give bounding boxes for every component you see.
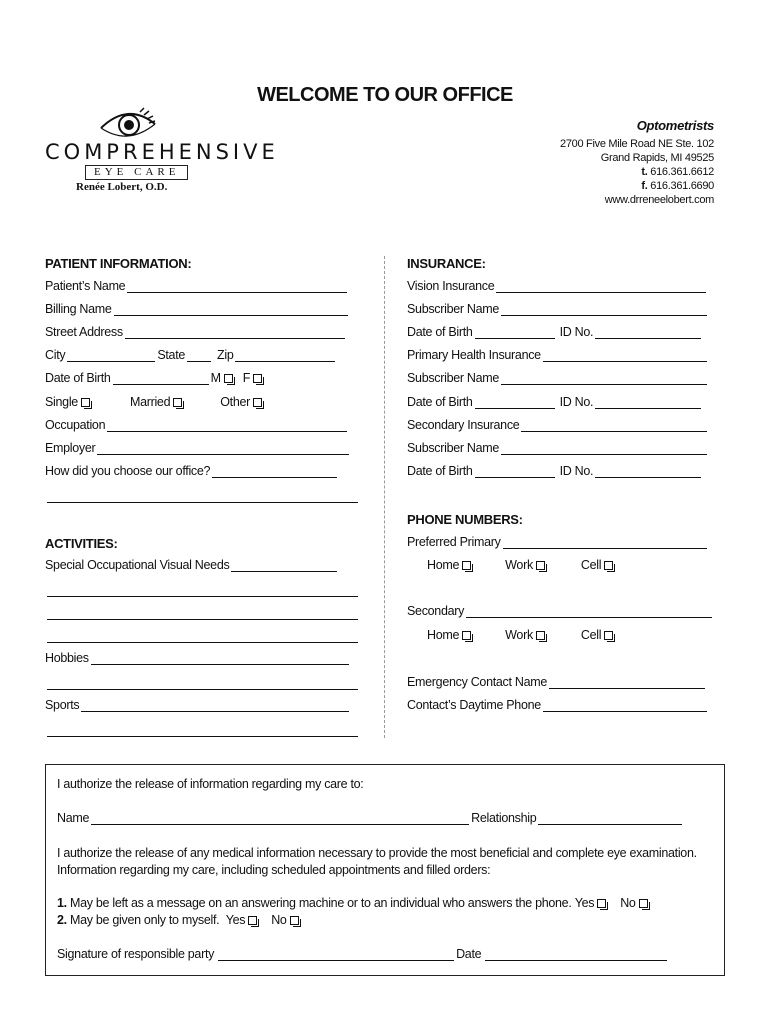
- special-needs-line-2[interactable]: [47, 584, 358, 597]
- patient-name-field[interactable]: [127, 280, 347, 293]
- special-needs-line-3[interactable]: [47, 607, 358, 620]
- option-1-row: 1. May be left as a message on an answering machine or to an individual who answers the phone. Yes No: [57, 896, 648, 910]
- emergency-row: Emergency Contact Name: [407, 675, 707, 689]
- page-title: WELCOME TO OUR OFFICE: [257, 84, 513, 106]
- dob-field[interactable]: [113, 372, 209, 385]
- married-checkbox[interactable]: [173, 398, 182, 407]
- contact-address-line1: 2700 Five Mile Road NE Ste. 102: [560, 138, 714, 150]
- vision-insurance-field[interactable]: [496, 280, 706, 293]
- contact-fax: f. 616.361.6690: [641, 180, 714, 192]
- ins-dob-row-1: Date of Birth ID No.: [407, 325, 703, 339]
- subscriber-row-3: Subscriber Name: [407, 441, 709, 455]
- preferred-primary-field[interactable]: [503, 536, 707, 549]
- insurance-heading: INSURANCE:: [407, 256, 486, 271]
- street-row: Street Address: [45, 325, 347, 339]
- release-paragraph: I authorize the release of any medical information necessary to provide the most beneficial and complete eye examination. Information regarding my care, including scheduled appointments and filled orders:: [57, 846, 697, 877]
- release-box: [45, 764, 725, 976]
- option-1-yes-checkbox[interactable]: [597, 899, 606, 908]
- dob-row: Date of Birth M F: [45, 371, 262, 385]
- marital-row: Single Married Other: [45, 395, 262, 409]
- option-2-yes-checkbox[interactable]: [248, 916, 257, 925]
- female-checkbox[interactable]: [253, 374, 262, 383]
- secondary-phone-field[interactable]: [466, 605, 712, 618]
- male-checkbox[interactable]: [224, 374, 233, 383]
- referral-field-continued[interactable]: [47, 490, 358, 503]
- contact-block: [560, 119, 714, 207]
- option-2-no-checkbox[interactable]: [290, 916, 299, 925]
- subscriber-row-1: Subscriber Name: [407, 302, 709, 316]
- secondary-work-checkbox[interactable]: [536, 631, 545, 640]
- contact-web: www.drreneelobert.com: [604, 194, 714, 206]
- sports-line-2[interactable]: [47, 724, 358, 737]
- date-field[interactable]: [485, 948, 667, 961]
- occupation-row: Occupation: [45, 418, 349, 432]
- release-intro: I authorize the release of information regarding my care to:: [57, 777, 364, 791]
- zip-field[interactable]: [235, 349, 335, 362]
- secondary-phone-row: Secondary: [407, 604, 714, 618]
- vision-insurance-row: Vision Insurance: [407, 279, 708, 293]
- signature-row: Signature of responsible party Date: [57, 947, 669, 961]
- logo-wordmark: COMPREHENSIVE: [45, 140, 279, 164]
- city-row: City State Zip: [45, 348, 337, 362]
- option-1-no-checkbox[interactable]: [639, 899, 648, 908]
- signature-field[interactable]: [218, 948, 454, 961]
- employer-field[interactable]: [97, 442, 349, 455]
- billing-name-field[interactable]: [114, 303, 348, 316]
- emergency-field[interactable]: [549, 676, 705, 689]
- ins-dob-field-2[interactable]: [475, 396, 555, 409]
- secondary-type-row: Home Work Cell: [427, 628, 613, 642]
- daytime-phone-row: Contact’s Daytime Phone: [407, 698, 709, 712]
- subscriber-field-3[interactable]: [501, 442, 707, 455]
- other-checkbox[interactable]: [253, 398, 262, 407]
- primary-health-field[interactable]: [543, 349, 707, 362]
- referral-field[interactable]: [212, 465, 337, 478]
- contact-role: Optometrists: [636, 118, 714, 133]
- release-name-row: Name Relationship: [57, 811, 684, 825]
- patient-heading: PATIENT INFORMATION:: [45, 256, 192, 271]
- daytime-phone-field[interactable]: [543, 699, 707, 712]
- primary-type-row: Home Work Cell: [427, 558, 613, 572]
- secondary-cell-checkbox[interactable]: [604, 631, 613, 640]
- primary-home-checkbox[interactable]: [462, 561, 471, 570]
- relationship-field[interactable]: [538, 812, 682, 825]
- ins-id-field-2[interactable]: [595, 396, 701, 409]
- logo-subtitle: EYE CARE: [85, 165, 188, 180]
- secondary-insurance-field[interactable]: [521, 419, 707, 432]
- phones-heading: PHONE NUMBERS:: [407, 512, 523, 527]
- secondary-home-checkbox[interactable]: [462, 631, 471, 640]
- billing-name-row: Billing Name: [45, 302, 350, 316]
- hobbies-line-2[interactable]: [47, 677, 358, 690]
- ins-dob-row-2: Date of Birth ID No.: [407, 395, 703, 409]
- employer-row: Employer: [45, 441, 351, 455]
- special-needs-line-4[interactable]: [47, 630, 358, 643]
- contact-address-line2: Grand Rapids, MI 49525: [600, 152, 714, 164]
- activities-heading: ACTIVITIES:: [45, 536, 118, 551]
- secondary-insurance-row: Secondary Insurance: [407, 418, 709, 432]
- city-field[interactable]: [67, 349, 155, 362]
- sports-row: Sports: [45, 698, 351, 712]
- ins-dob-field-1[interactable]: [475, 326, 555, 339]
- special-needs-field[interactable]: [231, 559, 337, 572]
- primary-health-row: Primary Health Insurance: [407, 348, 709, 362]
- referral-row: How did you choose our office?: [45, 464, 339, 478]
- doctor-name: Renée Lobert, O.D.: [76, 181, 168, 193]
- option-2-row: 2. May be given only to myself. Yes No: [57, 913, 299, 927]
- primary-cell-checkbox[interactable]: [604, 561, 613, 570]
- hobbies-field[interactable]: [91, 652, 349, 665]
- preferred-primary-row: Preferred Primary: [407, 535, 709, 549]
- contact-phone: t. 616.361.6612: [641, 166, 714, 178]
- occupation-field[interactable]: [107, 419, 347, 432]
- subscriber-field-1[interactable]: [501, 303, 707, 316]
- subscriber-field-2[interactable]: [501, 372, 707, 385]
- subscriber-row-2: Subscriber Name: [407, 371, 709, 385]
- ins-dob-field-3[interactable]: [475, 465, 555, 478]
- primary-work-checkbox[interactable]: [536, 561, 545, 570]
- hobbies-row: Hobbies: [45, 651, 351, 665]
- street-field[interactable]: [125, 326, 345, 339]
- ins-dob-row-3: Date of Birth ID No.: [407, 464, 703, 478]
- release-name-field[interactable]: [91, 812, 469, 825]
- ins-id-field-1[interactable]: [595, 326, 701, 339]
- state-field[interactable]: [187, 349, 211, 362]
- single-checkbox[interactable]: [81, 398, 90, 407]
- eye-logo-icon: [98, 106, 158, 142]
- special-needs-row: Special Occupational Visual Needs: [45, 558, 339, 572]
- column-divider: [384, 256, 385, 738]
- sports-field[interactable]: [81, 699, 349, 712]
- patient-name-row: Patient’s Name: [45, 279, 349, 293]
- ins-id-field-3[interactable]: [595, 465, 701, 478]
